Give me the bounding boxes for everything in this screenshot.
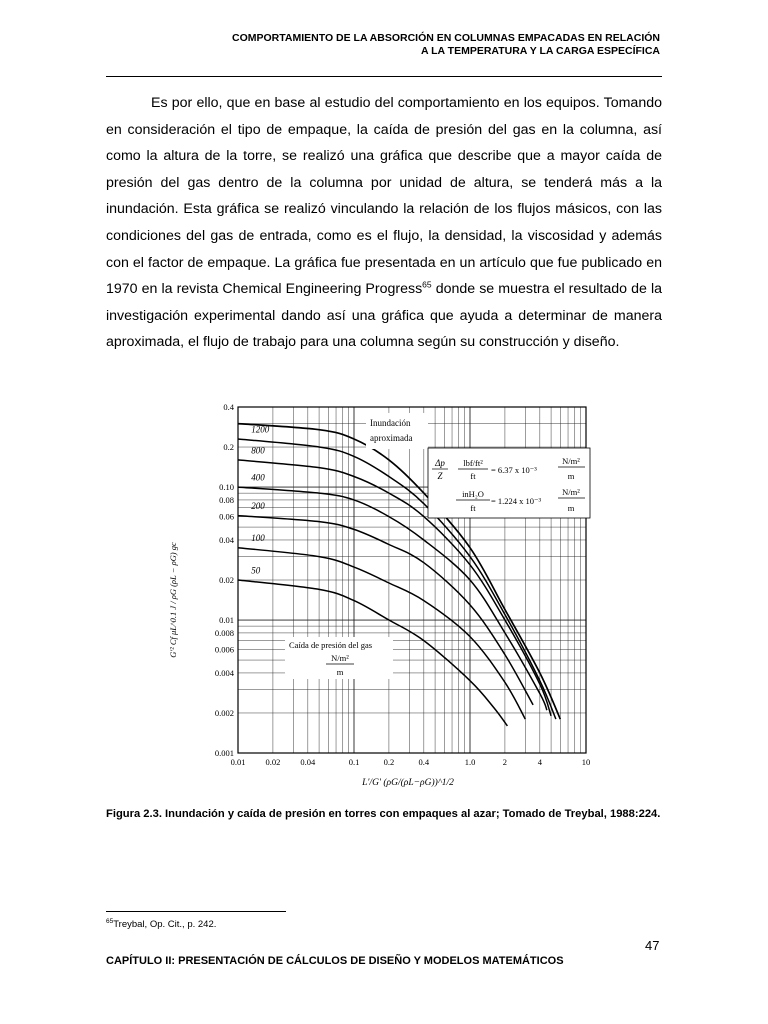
flood-annotation	[366, 413, 428, 449]
y-tick-label: 0.004	[214, 667, 234, 678]
x-tick-label: 0.04	[300, 757, 316, 767]
curve-label-200: 200	[251, 501, 265, 512]
footnote-number: 65	[106, 918, 114, 925]
y-tick-label: 0.06	[219, 511, 234, 522]
x-tick-label: 4	[537, 757, 542, 767]
conv1-right-den: m	[567, 471, 575, 481]
pressure-label: Caída de presión del gas	[289, 640, 373, 650]
figure-caption: Figura 2.3. Inundación y caída de presión en torres con empaques al azar; Tomado de Treybal, 1988:224.	[106, 808, 661, 820]
conv1-left-num: Δp	[435, 458, 445, 468]
curve-label-400: 400	[251, 472, 265, 483]
y-tick-label: 0.2	[223, 442, 234, 453]
x-tick-label: 10	[581, 757, 591, 767]
pressure-unit-den: m	[336, 667, 344, 677]
y-tick-label: 0.02	[219, 575, 234, 585]
y-axis-label: G′² Cf μL^0.1 J / ρG (ρL − ρG) gc	[168, 542, 178, 658]
footnote-rule	[106, 911, 286, 912]
page-number: 47	[645, 938, 660, 953]
y-tick-label: 0.04	[219, 534, 234, 545]
curve-label-50: 50	[251, 565, 261, 576]
curve-label-800: 800	[251, 445, 265, 456]
body-paragraph	[106, 90, 662, 356]
x-tick-label: 0.2	[383, 757, 395, 767]
footnote-text: Treybal, Op. Cit., p. 242.	[113, 919, 217, 931]
page-header	[100, 32, 660, 58]
x-tick-label: 2	[502, 757, 508, 767]
footnote-ref: 65	[422, 279, 432, 290]
pressure-drop-annotation	[285, 637, 393, 679]
conv2-right-den: m	[567, 503, 575, 513]
x-tick-label: 0.01	[230, 757, 246, 767]
footnote	[106, 918, 216, 930]
conversion-box	[428, 448, 590, 518]
flooding-pressure-drop-chart	[158, 395, 608, 790]
conv1-left-den: Z	[437, 471, 443, 481]
x-tick-label: 0.1	[348, 757, 360, 767]
paragraph-part-1: Es por ello, que en base al estudio del comportamiento en los equipos. Tomando en consideración el tipo de empaque, la caída de presión del gas en la columna, así como la altura de la torre, se realizó una gráfica que describe que a mayor caída de presión del gas dentro de la columna por unidad de altura, se tenderá más a la inundación. Esta gráfica se realizó vinculando la relación de los flujos másicos, con las condiciones del gas de entrada, como es el flujo, la densidad, la viscosidad y además con el factor de empaque. La gráfica fue presentada en un artículo que fue publicado en 1970 en la revista Chemical Engineering Progress	[106, 95, 662, 298]
y-tick-label: 0.01	[219, 615, 234, 626]
flood-label-2: aproximada	[370, 433, 413, 443]
conv1-right-num: N/m²	[562, 456, 580, 466]
y-tick-label: 0.006	[214, 644, 234, 655]
y-tick-label: 0.001	[214, 748, 234, 758]
curve-label-1200: 1200	[251, 424, 270, 435]
header-line-2: A LA TEMPERATURA Y LA CARGA ESPECÍFICA	[421, 45, 660, 57]
y-tick-label: 0.08	[219, 494, 234, 505]
conv2-right-num: N/m²	[562, 487, 580, 497]
conv1-eq: = 6.37 x 10⁻³	[491, 465, 537, 475]
conv2-mid-den: ft	[470, 503, 476, 513]
header-rule	[106, 76, 662, 77]
header-line-1: COMPORTAMIENTO DE LA ABSORCIÓN EN COLUMNAS EMPACADAS EN RELACIÓN	[232, 32, 660, 44]
conv1-mid-den: ft	[470, 471, 476, 481]
y-tick-label: 0.10	[219, 482, 234, 493]
y-tick-label: 0.008	[214, 627, 234, 638]
x-tick-label: 0.4	[418, 757, 430, 767]
y-tick-label: 0.002	[214, 707, 234, 718]
pressure-unit-num: N/m²	[331, 653, 349, 663]
flood-label-1: Inundación	[370, 418, 411, 428]
x-tick-label: 1.0	[464, 757, 476, 767]
x-tick-label: 0.02	[265, 757, 281, 767]
y-tick-label: 0.4	[223, 402, 234, 412]
conv2-mid-num: inH₂O	[462, 489, 484, 499]
curve-label-100: 100	[251, 533, 265, 544]
conv2-eq: = 1.224 x 10⁻³	[491, 496, 542, 506]
paragraph-part-2: donde se muestra el resultado de la investigación experimental dando así una gráfica que ayuda a determinar de manera aproximada, el flujo de trabajo para una columna según su construcción y diseño.	[106, 281, 662, 351]
x-axis-label: L′/G′ (ρG/(ρL−ρG))^1/2	[362, 778, 454, 788]
conv1-mid-num: lbf/ft²	[463, 458, 483, 468]
page-footer: CAPÍTULO II: PRESENTACIÓN DE CÁLCULOS DE DISEÑO Y MODELOS MATEMÁTICOS	[106, 955, 564, 967]
